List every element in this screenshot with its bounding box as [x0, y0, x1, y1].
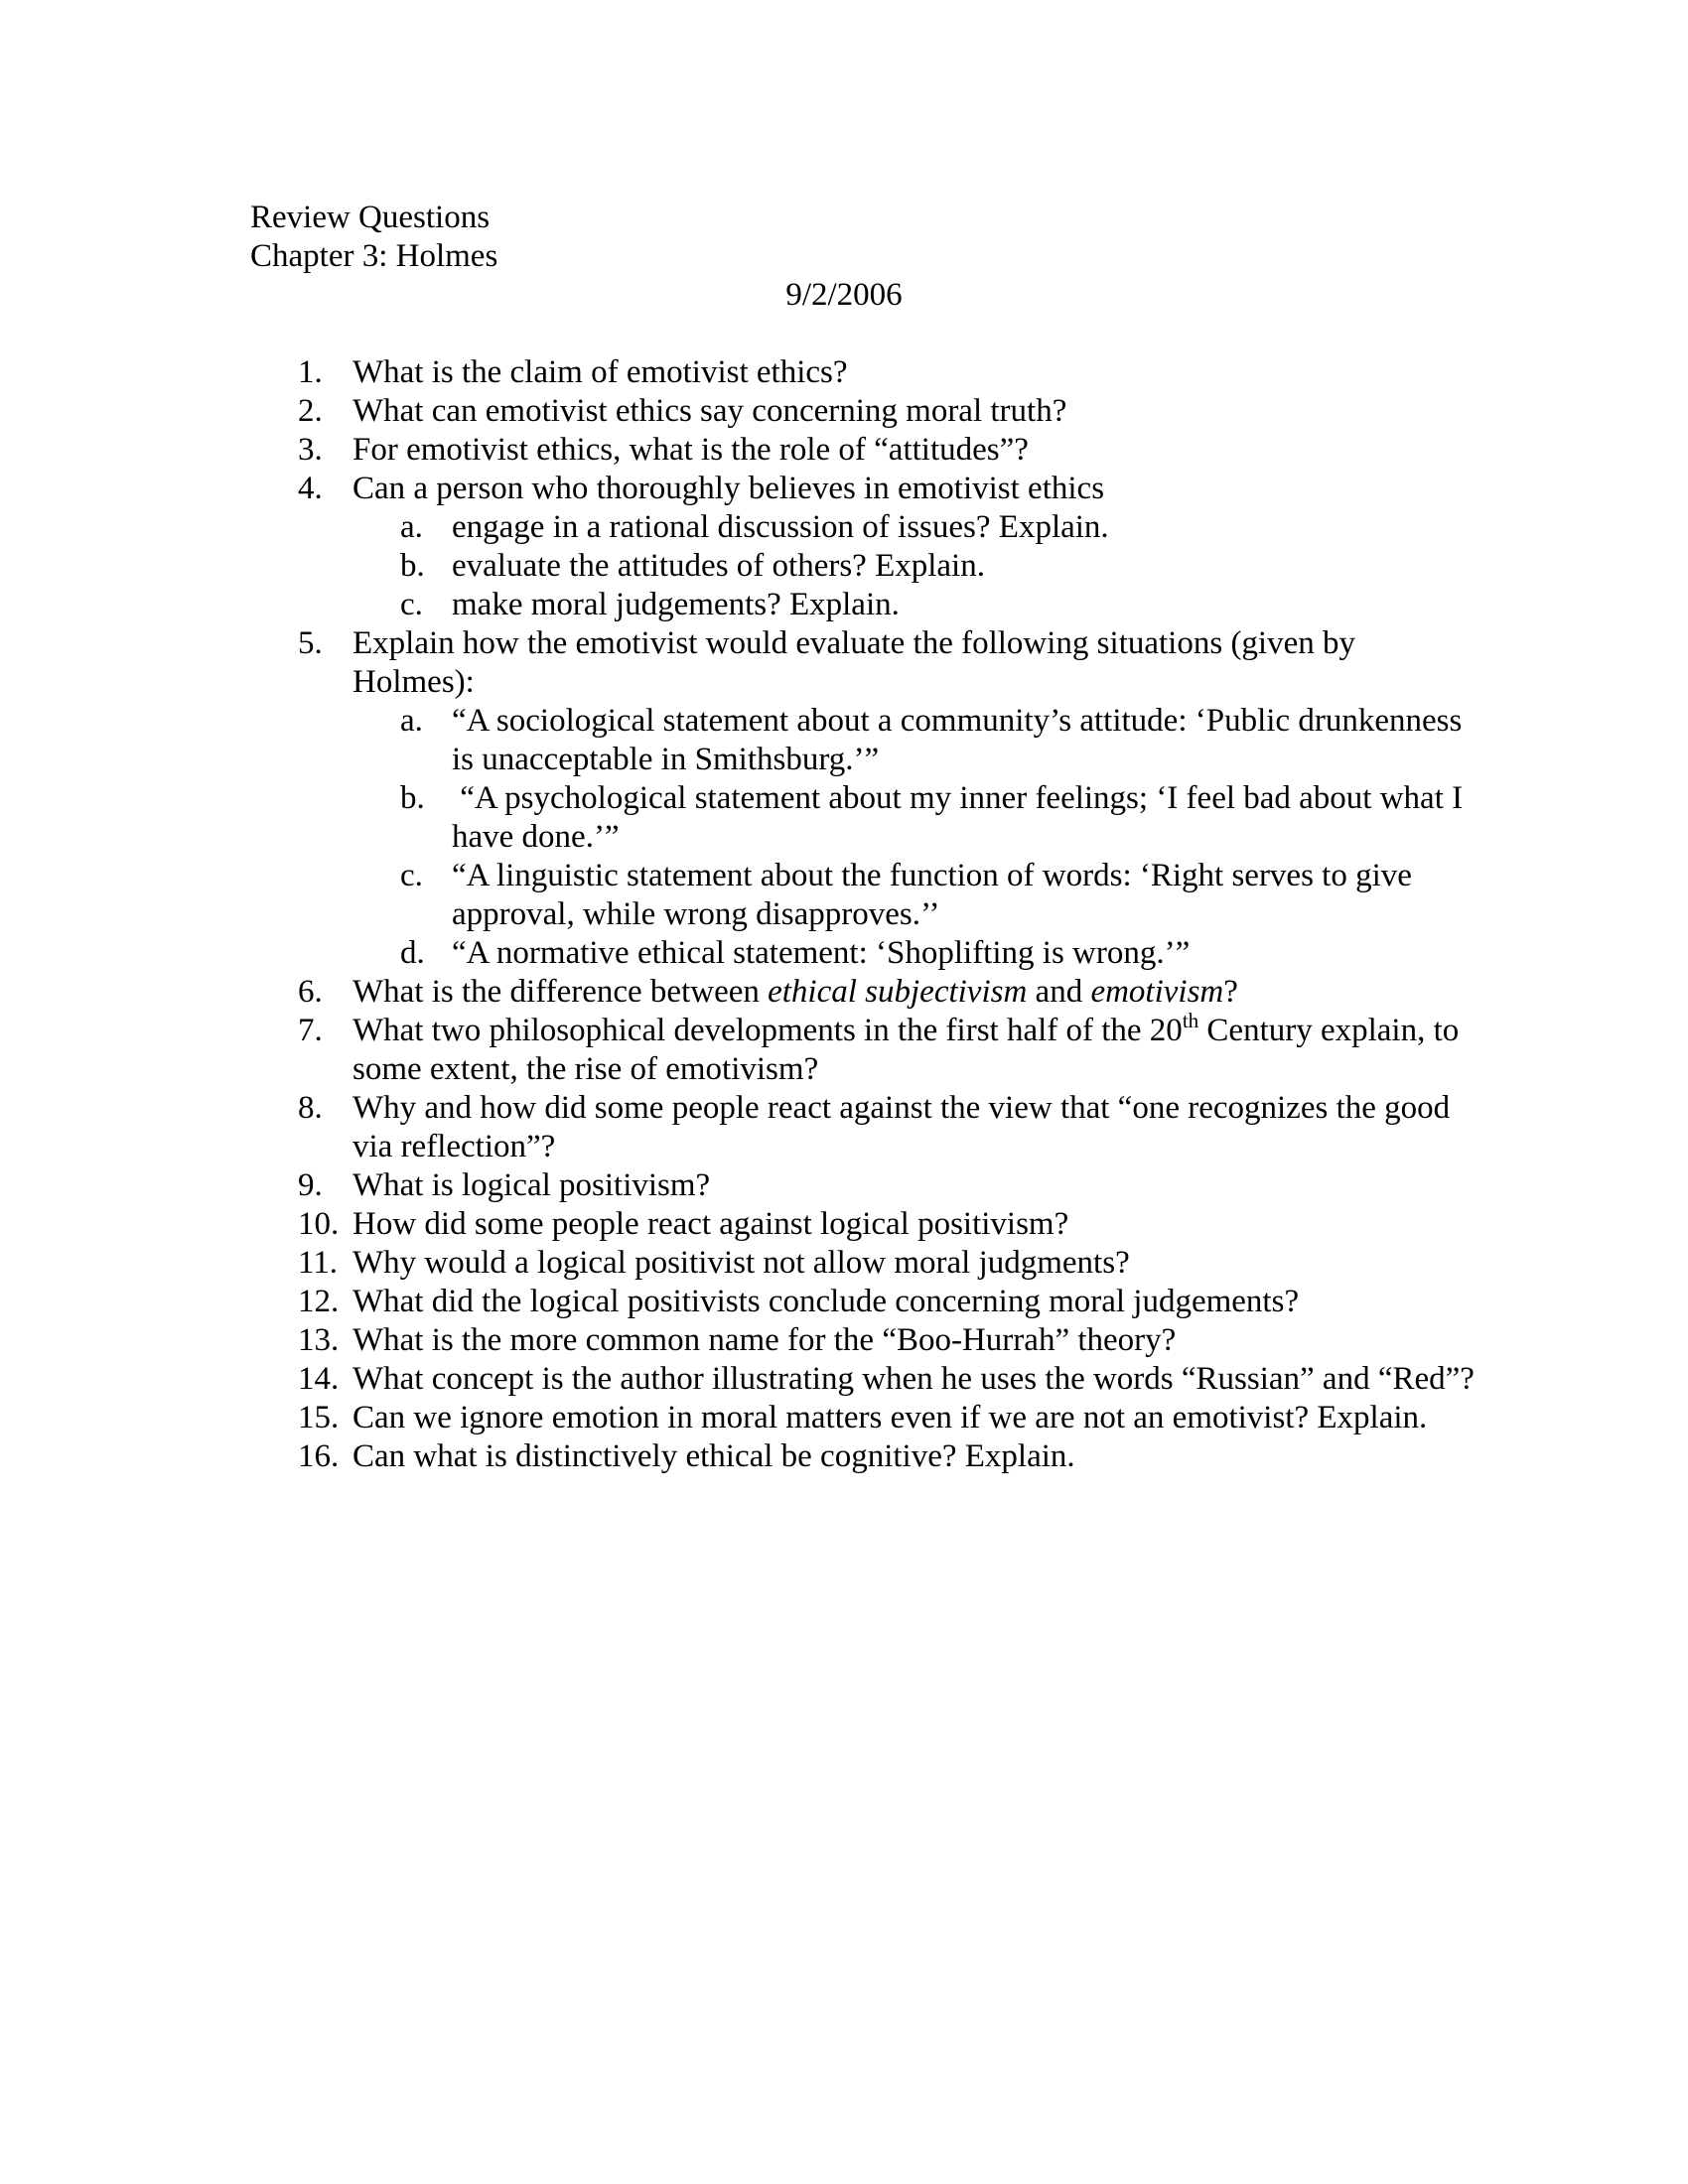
question-text: What is the more common name for the “Boo-Hurrah” theory? — [352, 1322, 1177, 1358]
sub-question-text: engage in a rational discussion of issues? Explain. — [452, 509, 1109, 545]
question-number: 12. — [298, 1284, 340, 1319]
question-item-5 — [298, 624, 1484, 973]
question-text: Explain how the emotivist would evaluate the following situations (given by Holmes): — [352, 625, 1364, 700]
question-item-16 — [298, 1437, 1484, 1476]
sub-question-text: “A normative ethical statement: ‘Shoplifting is wrong.’” — [452, 935, 1191, 971]
sub-question-text: “A sociological statement about a community’s attitude: ‘Public drunkenness is unacceptable in Smithsburg.’” — [452, 703, 1471, 777]
question-number: 15. — [298, 1400, 340, 1435]
question-number: 5. — [298, 625, 323, 661]
question-item-11 — [298, 1244, 1484, 1283]
question-number: 10. — [298, 1206, 340, 1242]
question-number: 6. — [298, 974, 323, 1010]
sub-question-text: “A psychological statement about my inner feelings; ‘I feel bad about what I have done.’” — [452, 780, 1472, 855]
question-item-13 — [298, 1321, 1484, 1360]
question-text: Why and how did some people react against the view that “one recognizes the good via reflection”? — [352, 1090, 1459, 1164]
question-number: 4. — [298, 471, 323, 506]
question-item-7 — [298, 1009, 1484, 1089]
question-text: What concept is the author illustrating when he uses the words “Russian” and “Red”? — [352, 1361, 1475, 1397]
document-header — [250, 199, 497, 276]
sub-question-item-4c — [400, 586, 1484, 624]
sub-question-item-4b — [400, 547, 1484, 586]
sub-question-letter: b. — [400, 780, 425, 816]
question-number: 3. — [298, 432, 323, 468]
sub-question-item-5a — [400, 702, 1484, 779]
question-number: 13. — [298, 1322, 340, 1358]
document-date: 9/2/2006 — [785, 277, 903, 313]
document-title: Review Questions — [250, 200, 491, 235]
question-body — [352, 470, 1484, 624]
question-item-3 — [298, 431, 1484, 470]
question-text-segment: and — [1027, 974, 1091, 1010]
question-item-15 — [298, 1399, 1484, 1437]
sub-question-item-4a — [400, 508, 1484, 547]
question-number: 7. — [298, 1013, 323, 1048]
question-item-6 — [298, 973, 1484, 1012]
sub-question-letter: d. — [400, 935, 425, 971]
ordinal-superscript: th — [1182, 1009, 1199, 1032]
question-number: 8. — [298, 1090, 323, 1126]
question-item-12 — [298, 1283, 1484, 1321]
question-item-4 — [298, 470, 1484, 624]
question-number: 2. — [298, 393, 323, 429]
sub-question-text: make moral judgements? Explain. — [452, 587, 900, 622]
question-text: For emotivist ethics, what is the role of “attitudes”? — [352, 432, 1029, 468]
question-text: Can a person who thoroughly believes in emotivist ethics — [352, 471, 1105, 506]
question-item-2 — [298, 392, 1484, 431]
question-text-segment: Century explain, to some extent, the rise of emotivism? — [352, 1013, 1468, 1087]
question-text: Can what is distinctively ethical be cognitive? Explain. — [352, 1438, 1075, 1474]
sub-question-text: evaluate the attitudes of others? Explain. — [452, 548, 985, 584]
question-number: 1. — [298, 354, 323, 390]
sub-question-letter: c. — [400, 587, 423, 622]
question-item-10 — [298, 1205, 1484, 1244]
sub-question-item-5c — [400, 857, 1484, 934]
question-item-1 — [298, 353, 1484, 392]
question-number: 16. — [298, 1438, 340, 1474]
question-text: What can emotivist ethics say concerning moral truth? — [352, 393, 1067, 429]
question-item-9 — [298, 1166, 1484, 1205]
question-number: 14. — [298, 1361, 340, 1397]
italic-term: emotivism — [1090, 974, 1224, 1010]
sub-question-letter: c. — [400, 858, 423, 893]
italic-term: ethical subjectivism — [768, 974, 1028, 1010]
chapter-subtitle: Chapter 3: Holmes — [250, 238, 498, 274]
question-text: Why would a logical positivist not allow moral judgments? — [352, 1245, 1130, 1281]
question-text-segment: What two philosophical developments in the first half of the 20 — [352, 1013, 1183, 1048]
question-text — [352, 973, 1484, 1012]
question-text: What is logical positivism? — [352, 1167, 711, 1203]
sub-question-letter: b. — [400, 548, 425, 584]
question-item-14 — [298, 1360, 1484, 1399]
sub-question-item-5b — [400, 779, 1484, 857]
question-text-segment: ? — [1223, 974, 1238, 1010]
question-body — [352, 624, 1484, 973]
question-number: 9. — [298, 1167, 323, 1203]
sub-question-letter: a. — [400, 509, 423, 545]
question-number: 11. — [298, 1245, 339, 1281]
question-text: How did some people react against logical positivism? — [352, 1206, 1069, 1242]
question-text: What did the logical positivists conclude concerning moral judgements? — [352, 1284, 1300, 1319]
sub-question-item-5d — [400, 934, 1484, 973]
question-text-segment: What is the difference between — [352, 974, 769, 1010]
question-item-8 — [298, 1089, 1484, 1166]
question-text: Can we ignore emotion in moral matters even if we are not an emotivist? Explain. — [352, 1400, 1428, 1435]
question-text: What is the claim of emotivist ethics? — [352, 354, 848, 390]
sub-question-letter: a. — [400, 703, 423, 739]
sub-question-text: “A linguistic statement about the function of words: ‘Right serves to give approval, while wrong disapproves.’’ — [452, 858, 1421, 932]
question-text — [352, 1009, 1484, 1089]
question-list — [298, 353, 1484, 1476]
